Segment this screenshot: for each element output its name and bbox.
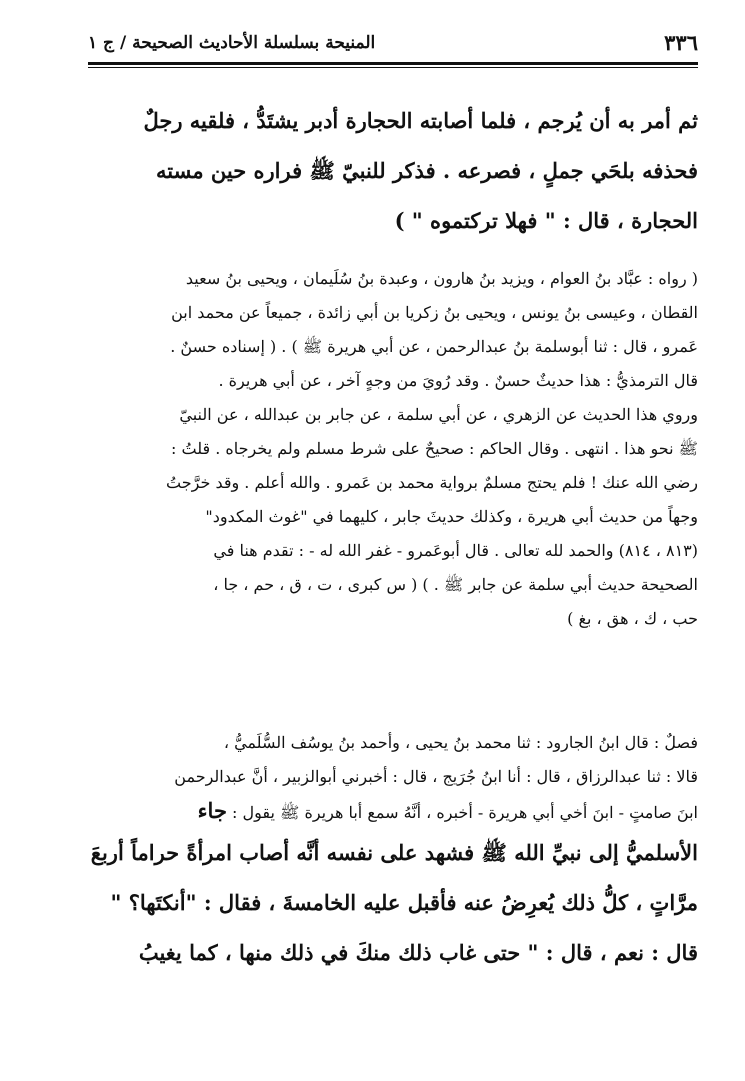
commentary-line: ﷺ نحو هذا . انتهى . وقال الحاكم : صحيحٌ على شرط مسلم ولم يخرجاه . قلتُ : (171, 439, 698, 458)
commentary-line: ( رواه : عبَّاد بنُ العوام ، ويزيد بنُ هارون ، وعبدة بنُ سُلَيمان ، ويحيى بنُ سعيد (185, 269, 698, 288)
commentary-line: وجهاً من حديث أبي هريرة ، وكذلك حديثَ جابر ، كليهما في "غوث المكدود" (205, 507, 698, 526)
running-title: المنيحة بسلسلة الأحاديث الصحيحة / ج ١ (88, 33, 376, 53)
main-line: الحجارة ، قال : " فهلا تركتموه " ) (394, 208, 698, 233)
commentary-line: رضي الله عنك ! فلم يحتج مسلمٌ برواية محمد بن عَمرو . والله أعلم . وقد خرَّجتُ (166, 473, 698, 492)
section-line (88, 794, 698, 828)
section-big-line: الأسلميُّ إلى نبيِّ الله ﷺ فشهد على نفسه أنَّه أصاب امرأةً حراماً أربعَ (90, 840, 698, 865)
page-number: ٣٣٦ (664, 30, 698, 55)
header-rule-thin (88, 67, 698, 68)
section-line-bold-end: جاء (197, 798, 227, 823)
commentary-line: القطان ، وعيسى بنُ يونس ، ويحيى بنُ زكريا بن أبي زائدة ، جميعاً عن محمد ابن (171, 303, 698, 322)
commentary-line: وروي هذا الحديث عن الزهري ، عن أبي سلمة ، عن جابر بن عبدالله ، عن النبيّ (179, 405, 698, 424)
main-line: فحذفه بلحَي جملٍ ، فصرعه . فذكر للنبيّ ﷺ فراره حين مسته (156, 158, 698, 183)
section-big-line: مرَّاتٍ ، كلُّ ذلك يُعرِضُ عنه فأقبل عليه الخامسةَ ، فقال : "أنكتَها؟ " (110, 890, 698, 915)
page-header (88, 26, 698, 60)
section-line: فصلٌ : قال ابنُ الجارود : ثنا محمد بنُ يحيى ، وأحمد بنُ يوسُف السُّلَميُّ ، (223, 733, 698, 752)
section-line-text: ابنَ صامتٍ - ابنَ أخي أبي هريرة - أخبره ، أنَّهُ سمع أبا هريرة ﷺ يقول : (232, 803, 698, 822)
main-line: ثم أمر به أن يُرجم ، فلما أصابته الحجارة أدبر يشتَدُّ ، فلقيه رجلٌ (143, 108, 698, 133)
commentary-line: الصحيحة حديث أبي سلمة عن جابر ﷺ . ) ( س كبرى ، ت ، ق ، حم ، جا ، (213, 575, 698, 594)
main-paragraph (88, 96, 698, 246)
commentary-line: (٨١٣ ، ٨١٤) والحمد لله تعالى . قال أبوعَمرو - غفر الله له - : تقدم هنا في (213, 541, 698, 560)
commentary-line: حب ، ك ، هق ، بغ ) (567, 609, 698, 628)
section-big-line: قال : نعم ، قال : " حتى غاب ذلك منكَ في ذلك منها ، كما يغيبُ (138, 940, 698, 965)
section-paragraph (88, 726, 698, 978)
commentary-paragraph (88, 262, 698, 636)
section-line: قالا : ثنا عبدالرزاق ، قال : أنا ابنُ جُرَيج ، قال : أخبرني أبوالزبير ، أنَّ عبدالرحمن (174, 767, 698, 786)
header-rule-thick (88, 62, 698, 65)
commentary-line: قال الترمذيُّ : هذا حديثٌ حسنٌ . وقد رُويَ من وجهٍ آخر ، عن أبي هريرة . (218, 371, 698, 390)
commentary-line: عَمرو ، قال : ثنا أبوسلمة بنُ عبدالرحمن ، عن أبي هريرة ﷺ ) . ( إسناده حسنٌ . (170, 337, 698, 356)
